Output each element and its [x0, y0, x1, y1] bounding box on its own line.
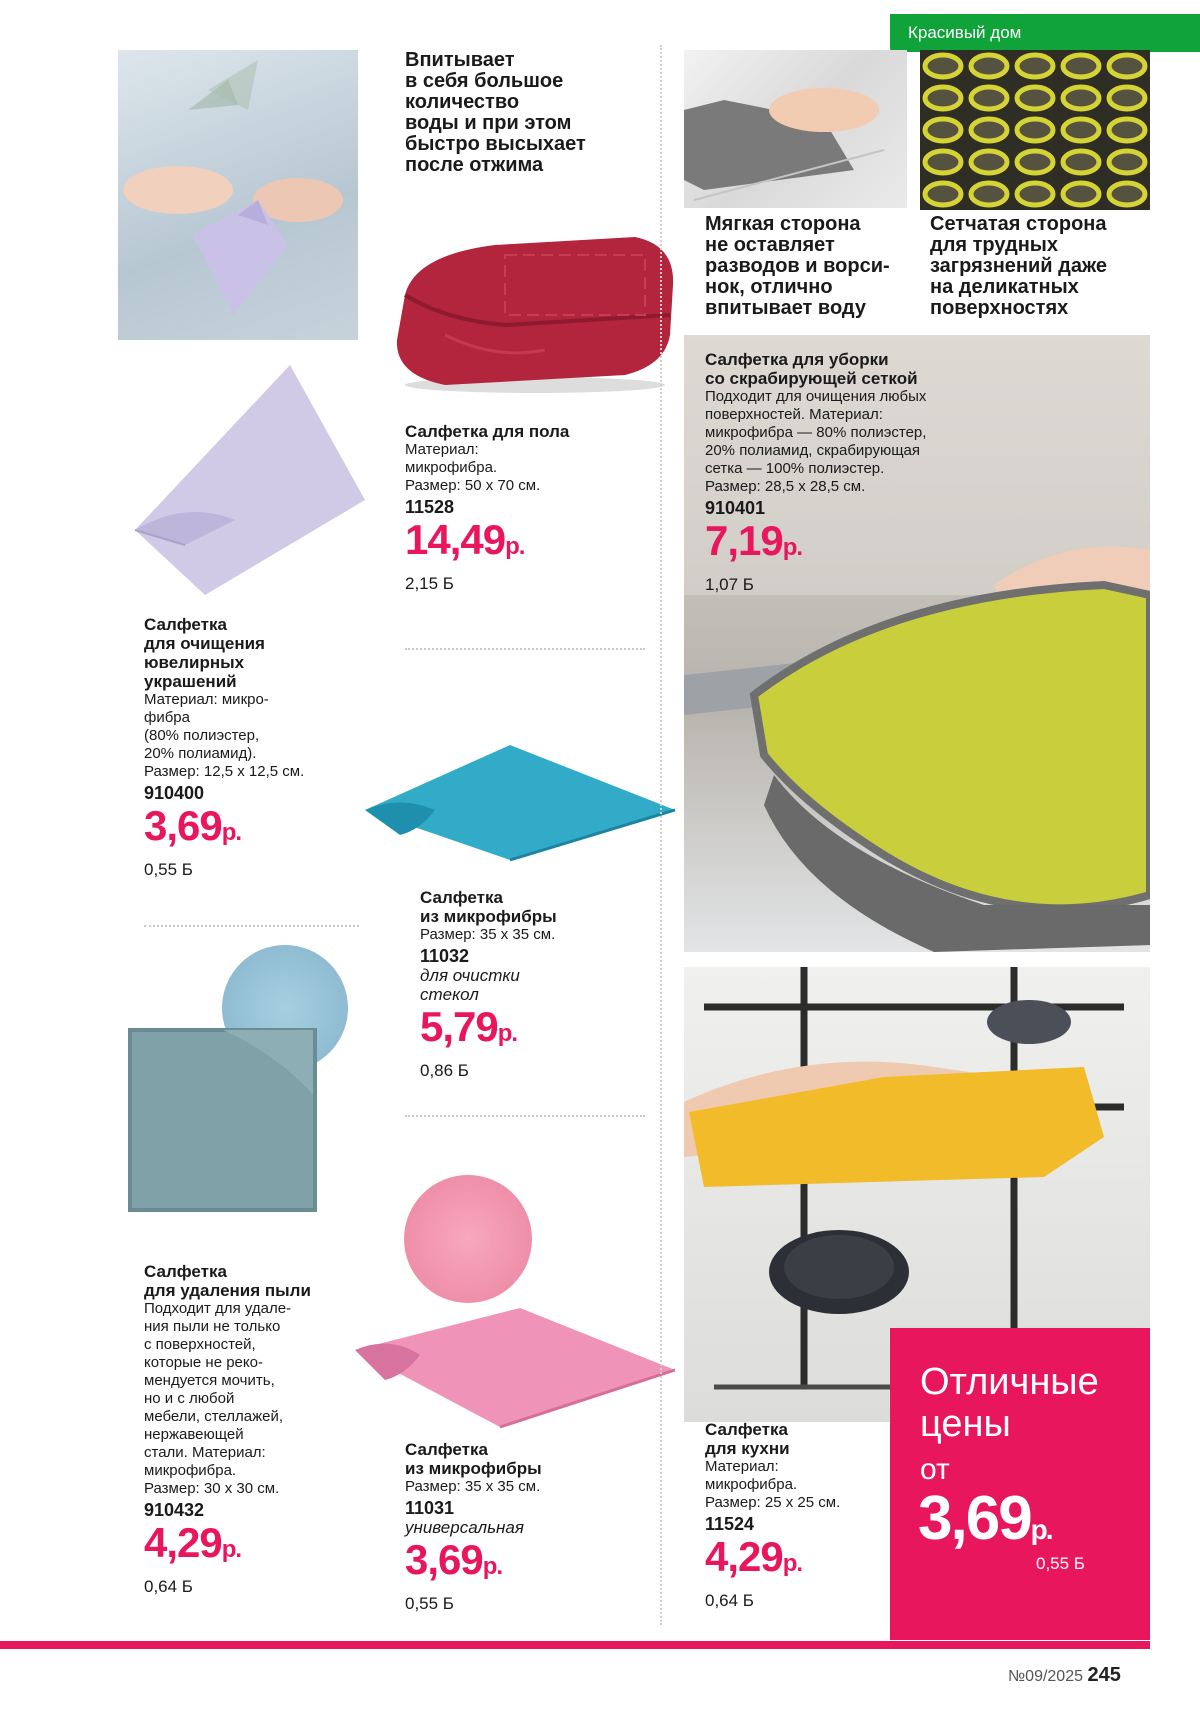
product-points: 0,55 Б	[405, 1594, 454, 1613]
photo-lilac-jewelry-cloth	[125, 360, 375, 600]
product-title: Салфетка для уборки	[705, 350, 889, 369]
product-desc: Материал:	[405, 441, 479, 458]
intro-line: Впитывает	[405, 49, 515, 71]
promo-title-line2: цены	[920, 1403, 1011, 1445]
product-desc: стали. Материал:	[144, 1444, 266, 1461]
product-price: 3,69р.	[144, 802, 242, 849]
product-desc: 20% полиамид, скрабирующая	[705, 442, 921, 459]
feature-line: загрязнений даже	[930, 255, 1107, 277]
intro-line: в себя большое	[405, 70, 564, 92]
row-divider	[405, 1115, 645, 1117]
product-desc: Подходит для удале-	[144, 1300, 292, 1317]
feature-mesh-side	[930, 214, 1150, 319]
product-glass-cloth	[420, 888, 660, 1081]
product-desc: микрофибра.	[405, 459, 498, 476]
promo-price: 3,69р.	[918, 1484, 1052, 1553]
column-divider	[660, 45, 662, 1625]
product-desc: Размер: 35 x 35 см.	[420, 926, 556, 943]
product-desc: Материал: микро-	[144, 691, 269, 708]
product-sku: 910401	[705, 498, 766, 518]
product-sku: 910432	[144, 1500, 205, 1520]
product-desc: Подходит для очищения любых	[705, 388, 927, 405]
promo-from: от	[920, 1453, 950, 1486]
feature-line: Сетчатая сторона	[930, 213, 1107, 235]
product-points: 1,07 Б	[705, 575, 754, 594]
category-label: Красивый дом	[908, 23, 1022, 42]
product-title: Салфетка	[144, 615, 227, 634]
product-title: ювелирных	[144, 653, 245, 672]
product-price: 4,29р.	[705, 1533, 803, 1580]
feature-line: нок, отлично	[705, 276, 833, 298]
product-jewelry-cloth	[144, 615, 364, 880]
product-desc: (80% полиэстер,	[144, 727, 260, 744]
product-desc: Размер: 35 x 35 см.	[405, 1478, 541, 1495]
feature-line: на деликатных	[930, 276, 1079, 298]
intro-line: количество	[405, 91, 520, 113]
product-title: Салфетка	[144, 1262, 227, 1281]
product-title: Салфетка	[420, 888, 503, 907]
footer-bar	[0, 1641, 1150, 1649]
product-title: для очищения	[144, 634, 265, 653]
product-desc: Размер: 25 x 25 см.	[705, 1494, 841, 1511]
feature-line: впитывает воду	[705, 297, 866, 319]
product-sku: 11524	[705, 1514, 755, 1534]
photo-red-floor-towel	[385, 225, 685, 395]
product-sku: 11031	[405, 1498, 455, 1518]
photo-blue-microfiber-cloth	[360, 740, 680, 865]
issue-number: №09/2025	[1008, 1668, 1083, 1685]
product-desc: мендуется мочить,	[144, 1372, 275, 1389]
product-points: 0,86 Б	[420, 1061, 469, 1080]
product-price: 7,19р.	[705, 517, 803, 564]
product-desc: Материал:	[705, 1458, 779, 1475]
product-title: для удаления пыли	[144, 1281, 311, 1300]
product-desc: микрофибра — 80% полиэстер,	[705, 424, 927, 441]
feature-line: Мягкая сторона	[705, 213, 861, 235]
promo-box	[890, 1328, 1150, 1640]
product-price: 14,49р.	[405, 516, 525, 563]
intro-text	[405, 50, 625, 176]
product-desc: нержавеющей	[144, 1426, 244, 1443]
product-desc: Размер: 28,5 x 28,5 см.	[705, 478, 866, 495]
product-points: 0,64 Б	[144, 1577, 193, 1596]
product-desc: фибра	[144, 709, 190, 726]
intro-line: быстро высыхает	[405, 133, 586, 155]
feature-soft-side	[705, 214, 915, 319]
product-points: 0,55 Б	[144, 860, 193, 879]
product-desc: 20% полиамид).	[144, 745, 257, 762]
product-kitchen-cloth	[705, 1420, 905, 1611]
product-note: для очистки	[420, 966, 520, 985]
product-title: Салфетка	[405, 1440, 488, 1459]
intro-line: воды и при этом	[405, 112, 572, 134]
product-desc: поверхностей. Материал:	[705, 406, 883, 423]
feature-line: разводов и ворси-	[705, 255, 890, 277]
product-floor-cloth	[405, 422, 645, 594]
product-scrub-cloth	[705, 350, 1005, 595]
photo-gray-dust-cloth	[128, 1025, 328, 1215]
product-desc: которые не реко-	[144, 1354, 263, 1371]
product-desc: Размер: 12,5 x 12,5 см.	[144, 763, 305, 780]
page-number: 245	[1087, 1664, 1121, 1686]
product-title: для кухни	[705, 1439, 790, 1458]
photo-gray-cloth-marble	[684, 50, 907, 208]
product-points: 2,15 Б	[405, 574, 454, 593]
product-desc: но и с любой	[144, 1390, 235, 1407]
feature-line: для трудных	[930, 234, 1058, 256]
photo-pink-swatch-circle	[404, 1175, 532, 1303]
product-price: 5,79р.	[420, 1003, 518, 1050]
product-desc: микрофибра.	[705, 1476, 798, 1493]
product-desc: Размер: 50 x 70 см.	[405, 477, 541, 494]
product-title: со скрабирующей сеткой	[705, 369, 918, 388]
product-title: из микрофибры	[420, 907, 557, 926]
product-desc: ния пыли не только	[144, 1318, 281, 1335]
promo-points: 0,55 Б	[1036, 1554, 1085, 1573]
product-price: 4,29р.	[144, 1519, 242, 1566]
product-desc: сетка — 100% полиэстер.	[705, 460, 885, 477]
photo-pink-microfiber-cloth	[350, 1305, 680, 1430]
product-title: Салфетка	[705, 1420, 788, 1439]
photo-hands-lilac-cloth	[118, 50, 358, 340]
row-divider	[144, 925, 359, 927]
product-points: 0,64 Б	[705, 1591, 754, 1610]
photo-yellow-mesh-closeup	[920, 50, 1150, 210]
product-title: из микрофибры	[405, 1459, 542, 1478]
product-price: 3,69р.	[405, 1536, 503, 1583]
footer-issue	[1008, 1664, 1121, 1687]
promo-title-line1: Отличные	[920, 1361, 1099, 1403]
product-desc: мебели, стеллажей,	[144, 1408, 284, 1425]
product-sku: 11528	[405, 497, 455, 517]
product-desc: с поверхностей,	[144, 1336, 256, 1353]
product-sku: 910400	[144, 783, 205, 803]
intro-line: после отжима	[405, 154, 544, 176]
product-title: Салфетка для пола	[405, 422, 570, 441]
feature-line: поверхностях	[930, 297, 1069, 319]
category-tab	[890, 14, 1200, 52]
product-sku: 11032	[420, 946, 470, 966]
product-universal-cloth	[405, 1440, 645, 1614]
product-note: универсальная	[405, 1518, 524, 1537]
product-dust-cloth	[144, 1262, 364, 1597]
feature-line: не оставляет	[705, 234, 835, 256]
product-note: стекол	[420, 985, 479, 1004]
product-desc: Размер: 30 x 30 см.	[144, 1480, 280, 1497]
row-divider	[405, 648, 645, 650]
product-desc: микрофибра.	[144, 1462, 237, 1479]
product-title: украшений	[144, 672, 237, 691]
